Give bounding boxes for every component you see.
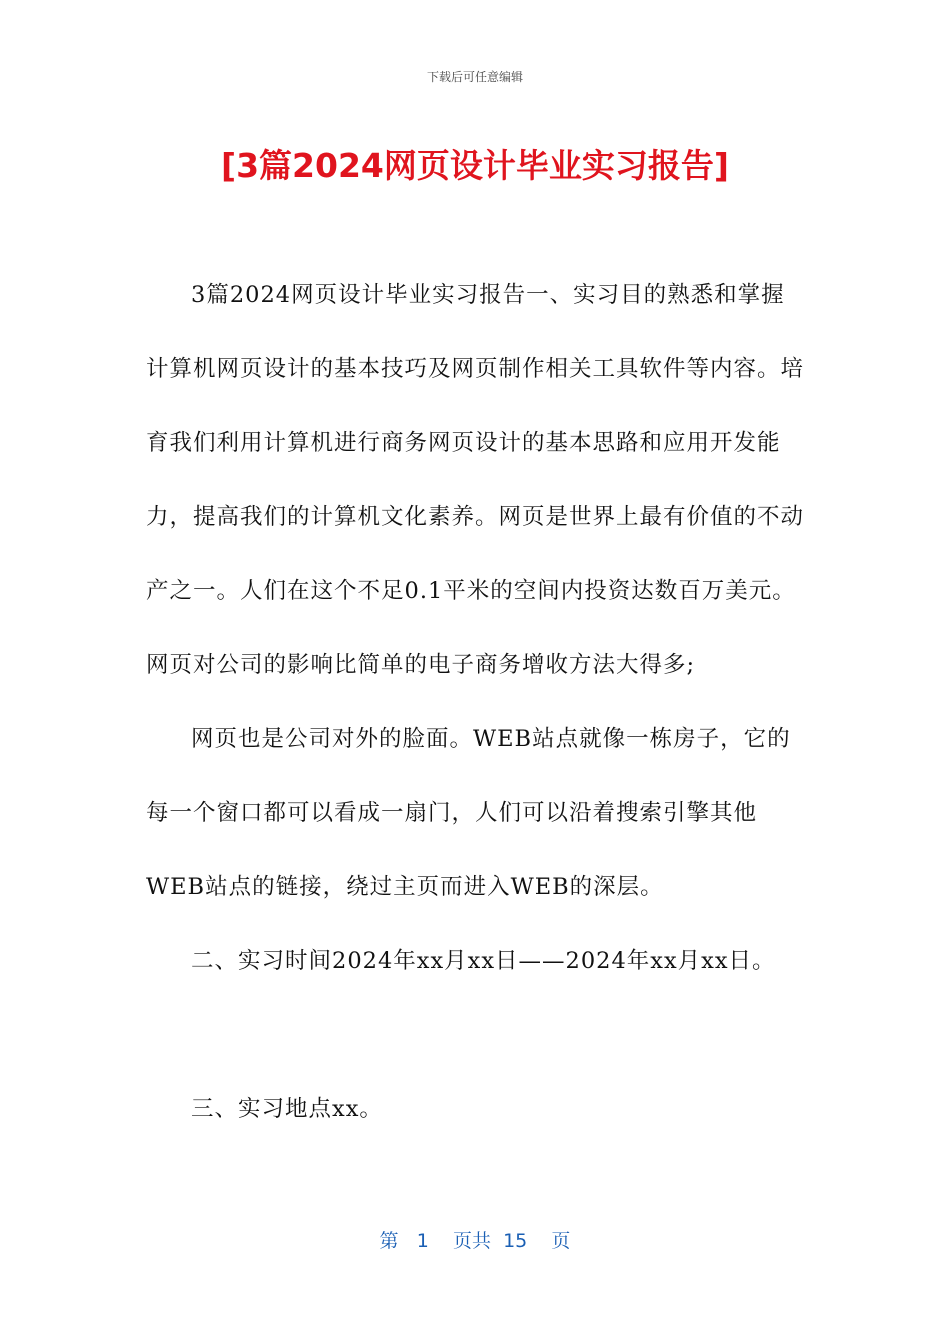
header-note: 下载后可任意编辑 — [426, 70, 523, 84]
page-footer — [0, 1226, 950, 1253]
paragraph-web-face: 网页也是公司对外的脸面。WEB站点就像一栋房子，它的每一个窗口都可以看成一扇门，人们可以沿着搜索引擎其他WEB站点的链接，绕过主页而进入WEB的深层。 — [146, 726, 791, 900]
footer-total-pages: 15 — [503, 1230, 528, 1252]
document-title: [3篇2024网页设计毕业实习报告] — [221, 146, 729, 185]
footer-prefix: 第 — [379, 1230, 399, 1252]
footer-current-page: 1 — [416, 1230, 429, 1252]
footer-suffix: 页 — [551, 1230, 571, 1252]
paragraph-internship-location: 三、实习地点xx。 — [191, 1096, 383, 1122]
paragraph-purpose: 3篇2024网页设计毕业实习报告一、实习目的熟悉和掌握计算机网页设计的基本技巧及网页制作相关工具软件等内容。培育我们利用计算机进行商务网页设计的基本思路和应用开发能力，提高我们的计算机文化素养。网页是世界上最有价值的不动产之一。人们在这个不足0.1平米的空间内投资达数百万美元。网页对公司的影响比简单的电子商务增收方法大得多; — [146, 282, 805, 678]
paragraph-internship-time: 二、实习时间2024年xx月xx日——2024年xx月xx日。 — [191, 948, 776, 974]
footer-middle: 页共 — [452, 1230, 491, 1252]
